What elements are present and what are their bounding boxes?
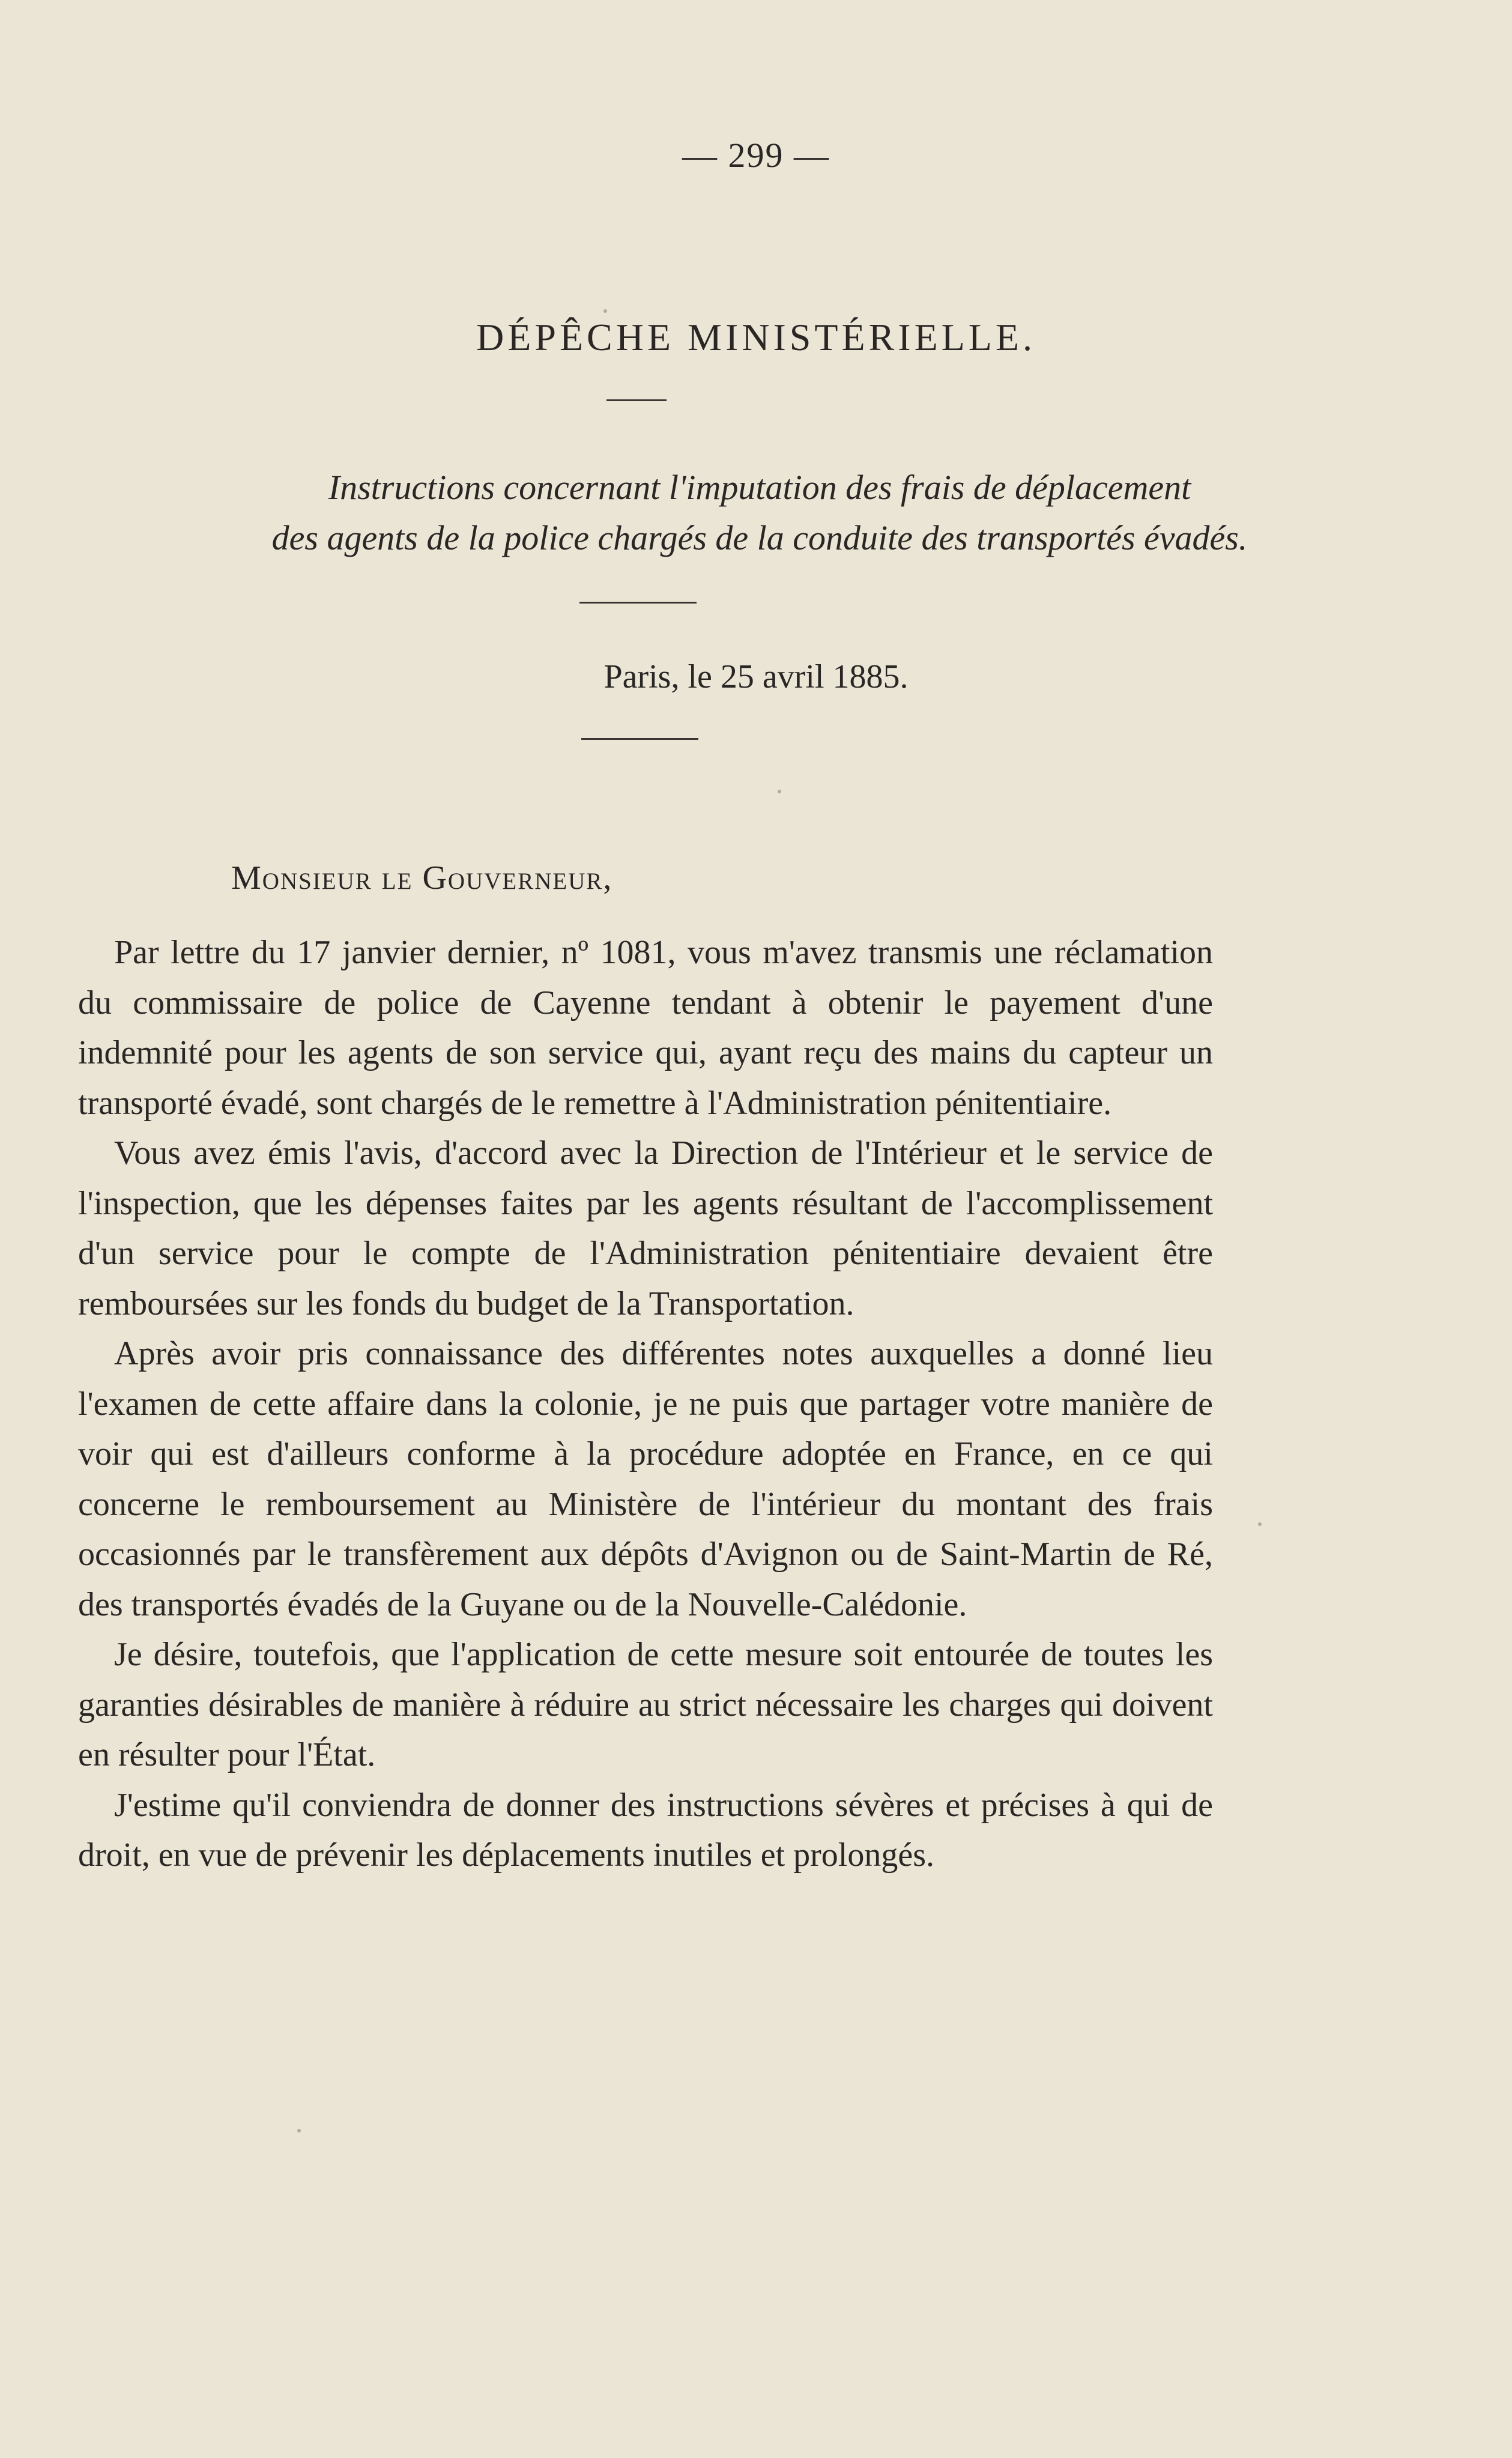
divider-rule bbox=[606, 399, 667, 401]
paper-speck bbox=[778, 790, 781, 793]
paper-speck bbox=[603, 309, 607, 313]
page-number: — 299 — bbox=[682, 136, 830, 175]
paper-speck bbox=[297, 2129, 301, 2133]
subtitle-line: Instructions concernant l'imputation des frais de déplacement bbox=[328, 468, 1191, 507]
dateline: Paris, le 25 avril 1885. bbox=[603, 658, 909, 695]
subtitle-line: des agents de la police chargés de la conduite des transportés évadés. bbox=[271, 518, 1248, 557]
document-heading: DÉPÊCHE MINISTÉRIELLE. bbox=[476, 316, 1036, 359]
body-paragraph: J'estime qu'il conviendra de donner des instructions sévères et précises à qui de droit, en vue de prévenir les déplacements inutiles et prolongés. bbox=[78, 1786, 1213, 1874]
paper-speck bbox=[1258, 1522, 1262, 1526]
divider-rule bbox=[579, 602, 697, 604]
document-subtitle bbox=[90, 462, 1429, 563]
divider-rule bbox=[581, 738, 698, 740]
salutation: Monsieur le Gouverneur, bbox=[231, 859, 613, 897]
body-paragraph: Par lettre du 17 janvier dernier, nº 1081, vous m'avez transmis une réclamation du commissaire de police de Cayenne tendant à obtenir le payement d'une indemnité pour les agents de son service qui, ayant reçu des mains du capteur un transporté évadé, sont chargés de le remettre à l'Administration pénitentiaire. bbox=[78, 934, 1213, 1122]
body-paragraph: Après avoir pris connaissance des différentes notes auxquelles a donné lieu l'examen de cette affaire dans la colonie, je ne puis que partager votre manière de voir qui est d'ailleurs conforme à la procédure adoptée en France, en ce qui concerne le remboursement au Ministère de l'intérieur du montant des frais occasionnés par le transfèrement aux dépôts d'Avignon ou de Saint-Martin de Ré, des transportés évadés de la Guyane ou de la Nouvelle-Calédonie. bbox=[78, 1335, 1213, 1623]
body-paragraph: Vous avez émis l'avis, d'accord avec la Direction de l'Intérieur et le service de l'inspection, que les dépenses faites par les agents résultant de l'accomplissement d'un service pour le compte de l'Administration pénitentiaire devaient être remboursées sur les fonds du budget de la Transportation. bbox=[78, 1134, 1213, 1322]
letter-body bbox=[78, 928, 1213, 1881]
body-paragraph: Je désire, toutefois, que l'application de cette mesure soit entourée de toutes les garanties désirables de manière à réduire au strict nécessaire les charges qui doivent en résulter pour l'État. bbox=[78, 1636, 1213, 1773]
